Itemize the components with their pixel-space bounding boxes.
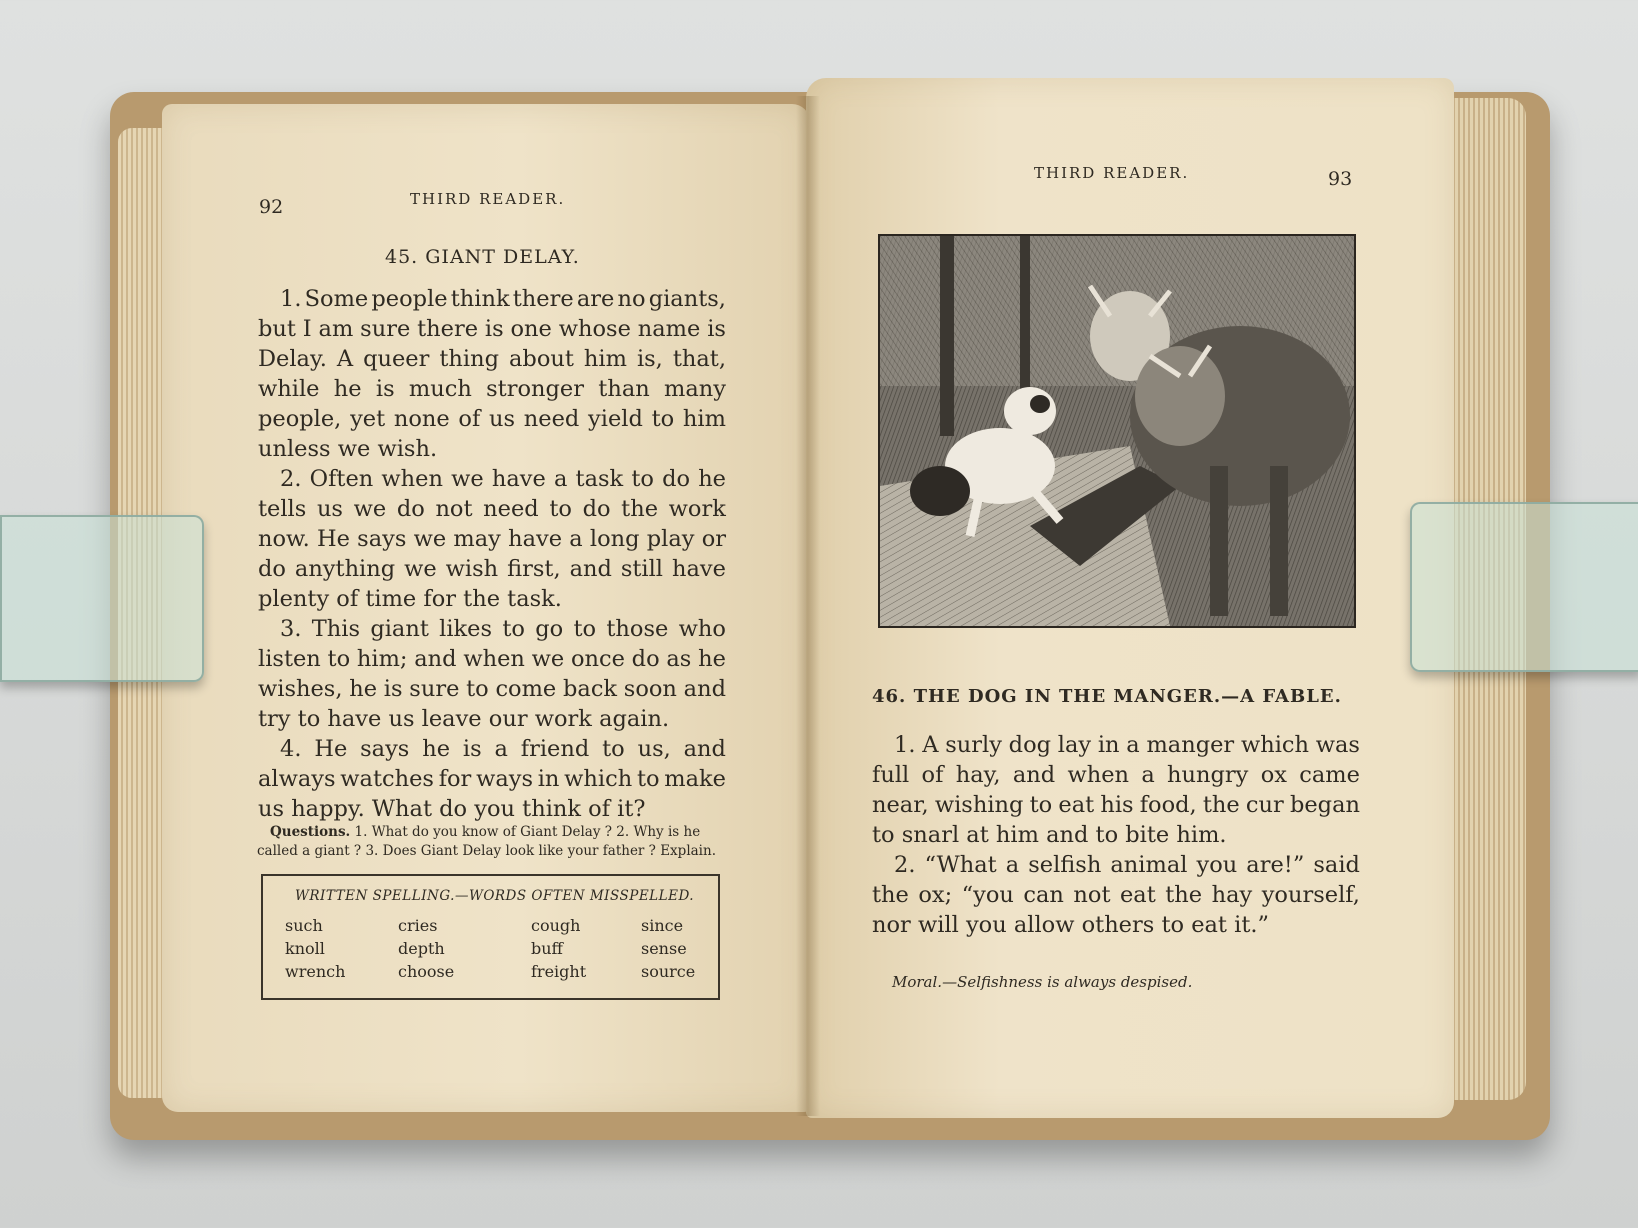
text-word: but <box>258 316 296 342</box>
spelling-box <box>261 874 720 1000</box>
text-word: was <box>1315 732 1360 758</box>
text-line <box>872 912 1360 942</box>
text-word: wish <box>445 556 499 582</box>
text-word: 1. <box>894 732 916 758</box>
text-line <box>258 526 726 556</box>
engraving-dog-and-oxen-icon <box>878 234 1356 628</box>
spelling-word: choose <box>398 962 455 981</box>
text-word: am <box>318 316 354 342</box>
text-word: him <box>682 406 726 432</box>
text-word: long <box>589 526 640 552</box>
text-word: surly <box>945 732 1002 758</box>
text-word: wishes, <box>258 676 343 702</box>
text-word: queer <box>363 346 430 372</box>
text-word: work <box>668 496 726 522</box>
text-word: we <box>404 556 437 582</box>
text-word: tells <box>258 496 307 522</box>
text-word: 1. <box>280 286 302 312</box>
text-word: that, <box>672 346 726 372</box>
text-word: thing <box>439 346 499 372</box>
text-word: none <box>393 406 450 432</box>
text-word: us, <box>637 736 671 762</box>
text-word: began <box>1289 792 1360 818</box>
text-line <box>872 732 1360 762</box>
text-word: in <box>537 766 560 792</box>
text-word: he <box>349 676 378 702</box>
text-word: make <box>664 766 726 792</box>
text-word: This <box>311 616 361 642</box>
text-word: a <box>1126 732 1140 758</box>
text-word: think <box>450 286 510 312</box>
lesson-46-title: 46. THE DOG IN THE MANGER.—A FABLE. <box>872 686 1342 707</box>
lesson-46-body <box>872 732 1360 942</box>
text-word: came <box>1299 762 1360 788</box>
text-word: he <box>698 466 726 492</box>
text-word: have <box>491 466 546 492</box>
text-word: to <box>651 406 675 432</box>
text-word: no <box>617 286 646 312</box>
text-word: to <box>502 616 525 642</box>
spelling-word: wrench <box>285 962 346 981</box>
book-gutter <box>796 96 820 1116</box>
text-word: yet <box>350 406 386 432</box>
questions-text-1: 1. What do you know of Giant Delay ? 2. Why is he <box>354 824 701 840</box>
spelling-word: cough <box>531 916 581 935</box>
text-word: many <box>664 376 726 402</box>
text-word: which <box>564 766 633 792</box>
text-word: sure <box>360 316 411 342</box>
text-word: we <box>413 526 447 552</box>
text-word: plenty of time for the task. <box>258 586 562 612</box>
text-word: do <box>631 646 660 672</box>
text-word: lay <box>1057 732 1092 758</box>
text-word: may <box>453 526 501 552</box>
text-word: hungry <box>1167 762 1249 788</box>
text-word: to <box>327 646 351 672</box>
text-word: Often <box>309 466 374 492</box>
text-word: animal <box>1110 852 1188 878</box>
text-word: do <box>662 466 691 492</box>
text-word: friend <box>520 736 590 762</box>
text-line <box>258 466 726 496</box>
text-word: when <box>381 466 443 492</box>
text-word: ox <box>1260 762 1287 788</box>
text-word: 3. <box>280 616 302 642</box>
spelling-word: cries <box>398 916 438 935</box>
text-word: while <box>258 376 320 402</box>
text-word: are <box>576 286 615 312</box>
right-page-number: 93 <box>1328 168 1353 190</box>
text-line <box>258 376 726 406</box>
text-word: who <box>678 616 726 642</box>
questions-label: Questions. <box>270 824 351 840</box>
text-line <box>258 796 726 826</box>
text-word: there <box>417 316 479 342</box>
left-page-number: 92 <box>259 196 284 218</box>
text-word: said <box>1313 852 1360 878</box>
text-word: task <box>575 466 624 492</box>
text-word: to <box>573 616 597 642</box>
text-word: have <box>671 556 726 582</box>
text-word: 4. <box>280 736 302 762</box>
text-word: to <box>1029 792 1053 818</box>
text-word: need <box>483 496 539 522</box>
text-word: likes <box>439 616 493 642</box>
text-word: can <box>1023 882 1064 908</box>
right-page-clip <box>1410 502 1638 672</box>
text-word: first, <box>507 556 561 582</box>
text-word: much <box>408 376 472 402</box>
text-word: 2. <box>894 852 916 878</box>
text-word: and <box>414 646 457 672</box>
text-word: us <box>489 406 516 432</box>
text-word: to <box>636 766 660 792</box>
text-word: Some <box>304 286 369 312</box>
text-word: he <box>698 646 726 672</box>
spelling-word: source <box>641 962 696 981</box>
text-line <box>872 822 1360 852</box>
text-word: a <box>494 736 508 762</box>
text-word: hay, <box>955 762 1001 788</box>
text-word: are!” <box>1246 852 1305 878</box>
text-word: a <box>1141 762 1155 788</box>
text-word: is <box>375 376 395 402</box>
text-word: those <box>606 616 669 642</box>
text-line <box>258 316 726 346</box>
text-word: for <box>438 766 472 792</box>
text-word: do <box>396 496 425 522</box>
text-word: there <box>512 286 574 312</box>
text-word: unless we wish. <box>258 436 438 462</box>
text-word: I <box>302 316 312 342</box>
text-word: is <box>707 316 726 342</box>
text-word: now. <box>258 526 310 552</box>
text-word: not <box>435 496 473 522</box>
text-word: cur <box>1245 792 1284 818</box>
text-word: we <box>451 466 484 492</box>
text-word: when <box>463 646 525 672</box>
text-line <box>258 556 726 586</box>
questions-line-1 <box>270 824 700 840</box>
text-word: do <box>582 496 611 522</box>
text-word: A <box>336 346 354 372</box>
text-word: whose <box>558 316 631 342</box>
spelling-word: sense <box>641 939 687 958</box>
spelling-column-3 <box>531 914 586 983</box>
text-word: is, <box>636 346 663 372</box>
text-word: about <box>509 346 574 372</box>
text-word: near, <box>872 792 929 818</box>
spelling-word: freight <box>531 962 587 981</box>
text-word: he <box>333 376 362 402</box>
text-word: a <box>569 526 583 552</box>
text-word: selfish <box>1028 852 1102 878</box>
text-word: of <box>921 762 944 788</box>
text-word: is <box>462 736 482 762</box>
text-word: than <box>598 376 650 402</box>
text-word: when <box>1067 762 1129 788</box>
spelling-column-2 <box>398 914 454 983</box>
text-word: people <box>371 286 448 312</box>
text-line <box>872 882 1360 912</box>
text-word: go <box>535 616 564 642</box>
text-word: full <box>872 762 910 788</box>
text-word: to <box>602 736 625 762</box>
spelling-column-1 <box>285 914 345 983</box>
left-page-clip <box>0 515 204 682</box>
text-word: the <box>1202 792 1240 818</box>
text-word: his <box>1100 792 1134 818</box>
text-line <box>258 676 726 706</box>
lesson-45-title: 45. GIANT DELAY. <box>385 246 580 268</box>
text-word: dog <box>1008 732 1052 758</box>
text-word: not <box>1073 882 1111 908</box>
text-word: and <box>683 736 726 762</box>
text-word: still <box>620 556 664 582</box>
spelling-word: depth <box>398 939 445 958</box>
text-word: need <box>523 406 580 432</box>
text-word: to snarl at him and to bite him. <box>872 822 1227 848</box>
text-line <box>258 736 726 766</box>
text-word: “What <box>924 852 997 878</box>
text-word: he <box>422 736 451 762</box>
text-word: hay <box>1211 882 1253 908</box>
text-word: listen <box>258 646 321 672</box>
text-word: we <box>531 646 565 672</box>
text-word: ox; <box>918 882 953 908</box>
text-word: yourself, <box>1261 882 1360 908</box>
text-word: of <box>458 406 481 432</box>
text-word: 2. <box>280 466 302 492</box>
text-line <box>258 646 726 676</box>
text-word: giants, <box>648 286 726 312</box>
text-word: the <box>621 496 659 522</box>
spelling-column-4 <box>641 914 695 983</box>
spelling-title: WRITTEN SPELLING.—WORDS OFTEN MISSPELLED. <box>295 888 695 904</box>
text-word: you <box>1196 852 1238 878</box>
text-word: anything <box>294 556 396 582</box>
text-word: have <box>508 526 563 552</box>
text-word: says <box>360 736 410 762</box>
text-word: try to have us leave our work again. <box>258 706 670 732</box>
text-line <box>872 792 1360 822</box>
text-word: we <box>353 496 387 522</box>
text-word: yield <box>588 406 643 432</box>
text-word: the <box>1165 882 1203 908</box>
text-word: is <box>484 316 504 342</box>
text-word: “you <box>961 882 1014 908</box>
text-word: a <box>553 466 568 492</box>
text-word: manger <box>1146 732 1235 758</box>
text-word: eat <box>1058 792 1095 818</box>
text-word: soon <box>623 676 677 702</box>
text-word: play <box>646 526 695 552</box>
text-line <box>258 706 726 736</box>
text-word: one <box>510 316 552 342</box>
text-word: us <box>316 496 343 522</box>
text-word: once <box>570 646 625 672</box>
spelling-word: such <box>285 916 323 935</box>
text-word: and <box>683 676 726 702</box>
text-word: which <box>1240 732 1309 758</box>
text-word: back <box>563 676 618 702</box>
moral-text: —Selfishness is always despised. <box>942 973 1193 991</box>
text-word: the <box>872 882 909 908</box>
text-word: says <box>357 526 407 552</box>
spelling-word: buff <box>531 939 563 958</box>
spelling-word: since <box>641 916 684 935</box>
text-line <box>258 436 726 466</box>
text-word: always <box>258 766 336 792</box>
text-word: as <box>666 646 692 672</box>
text-word: watches <box>340 766 434 792</box>
text-word: a <box>1005 852 1020 878</box>
engraving-art <box>880 236 1354 626</box>
text-word: sure <box>409 676 460 702</box>
text-line <box>872 852 1360 882</box>
text-word: and <box>569 556 612 582</box>
text-word: us happy. What do you think of it? <box>258 796 646 822</box>
text-word: ways <box>476 766 533 792</box>
text-word: is <box>383 676 403 702</box>
text-line <box>258 586 726 616</box>
text-word: or <box>701 526 726 552</box>
text-word: stronger <box>486 376 584 402</box>
text-word: giant <box>370 616 429 642</box>
text-line <box>258 766 726 796</box>
text-word: come <box>495 676 557 702</box>
moral-label: Moral. <box>892 973 943 991</box>
text-word: wishing <box>934 792 1024 818</box>
text-word: to <box>549 496 572 522</box>
lesson-45-body <box>258 286 726 826</box>
text-word: do <box>258 556 286 582</box>
text-word: in <box>1097 732 1120 758</box>
text-word: people, <box>258 406 342 432</box>
text-line <box>872 762 1360 792</box>
text-word: A <box>922 732 939 758</box>
text-word: He <box>317 526 350 552</box>
text-word: and <box>1012 762 1056 788</box>
spelling-word: knoll <box>285 939 325 958</box>
text-word: to <box>466 676 489 702</box>
text-word: Delay. <box>258 346 327 372</box>
text-word: He <box>314 736 348 762</box>
moral-line <box>892 973 1192 991</box>
left-running-head: THIRD READER. <box>410 190 566 208</box>
text-word: eat <box>1119 882 1156 908</box>
questions-line-2: called a giant ? 3. Does Giant Delay look like your father ? Explain. <box>257 843 716 859</box>
text-word: food, <box>1139 792 1197 818</box>
text-line <box>258 346 726 376</box>
text-word: him; <box>356 646 408 672</box>
text-line <box>258 616 726 646</box>
right-running-head: THIRD READER. <box>1034 164 1190 182</box>
text-word: to <box>631 466 654 492</box>
text-line <box>258 286 726 316</box>
text-word: him <box>583 346 627 372</box>
text-line <box>258 496 726 526</box>
text-line <box>258 406 726 436</box>
text-word: name <box>637 316 701 342</box>
text-word: nor will you allow others to eat it.” <box>872 912 1270 938</box>
